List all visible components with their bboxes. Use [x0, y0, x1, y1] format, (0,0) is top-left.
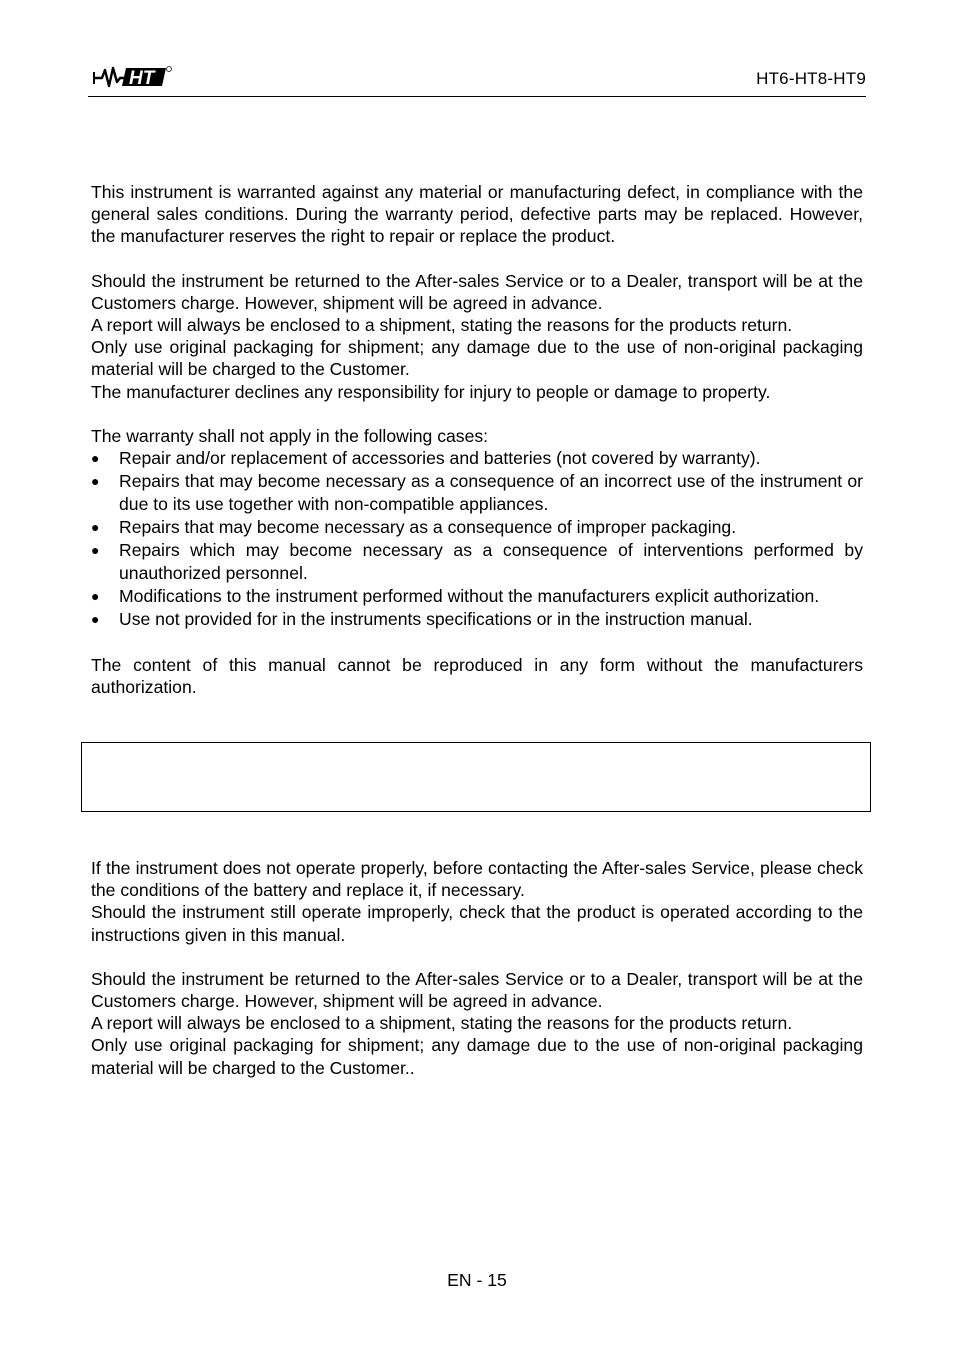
- bullet-icon: ●: [91, 450, 100, 467]
- service-section: [91, 857, 863, 1079]
- exclusions-list: [91, 447, 863, 631]
- bullet-icon: ●: [91, 588, 100, 604]
- return-transport-paragraph: Should the instrument be returned to the After-sales Service or to a Dealer, transport will be at the Customers charge. However, shipment will be agreed in advance.: [91, 270, 863, 313]
- report-paragraph: A report will always be enclosed to a shipment, stating the reasons for the products return.: [91, 315, 793, 336]
- list-item: ● Use not provided for in the instruments specifications or in the instruction manual.: [91, 609, 753, 630]
- list-item: ● Modifications to the instrument performed without the manufacturers explicit authorization.: [91, 586, 820, 606]
- page-header: [88, 60, 866, 97]
- bullet-icon: ●: [91, 542, 100, 559]
- section-heading-box: [81, 742, 871, 812]
- copyright-paragraph: The content of this manual cannot be reproduced in any form without the manufacturers authorization.: [91, 654, 863, 697]
- list-item: ● Repairs which may become necessary as a consequence of interventions performed by unauthorized personnel.: [91, 540, 863, 583]
- logo-lettering: HT: [129, 68, 155, 89]
- return-transport-paragraph: Should the instrument be returned to the After-sales Service or to a Dealer, transport will be at the Customers charge. However, shipment will be agreed in advance.: [91, 968, 863, 1012]
- liability-paragraph: The manufacturer declines any responsibility for injury to people or damage to property.: [91, 381, 771, 402]
- bullet-icon: ●: [91, 473, 100, 490]
- packaging-paragraph: Only use original packaging for shipment; any damage due to the use of non-original packaging material will be charged to the Customer..: [91, 1035, 863, 1078]
- ht-logo: [92, 62, 172, 90]
- list-item: ● Repairs that may become necessary as a consequence of an incorrect use of the instrument or due to its use together with non-compatible appliances.: [91, 471, 863, 514]
- warranty-paragraph: This instrument is warranted against any material or manufacturing defect, in compliance with the general sales conditions. During the warranty period, defective parts may be replaced. However, the manufacturer reserves the right to repair or replace the product.: [91, 182, 863, 247]
- bullet-icon: ●: [91, 519, 100, 536]
- list-item: ● Repair and/or replacement of accessories and batteries (not covered by warranty).: [91, 448, 761, 469]
- bullet-icon: ●: [91, 611, 100, 628]
- exclusions-intro: The warranty shall not apply in the following cases:: [91, 425, 489, 446]
- packaging-paragraph: Only use original packaging for shipment; any damage due to the use of non-original packaging material will be charged to the Customer.: [91, 337, 863, 380]
- model-label: HT6-HT8-HT9: [756, 69, 866, 88]
- battery-check-paragraph: If the instrument does not operate properly, before contacting the After-sales Service, please check the conditions of the battery and replace it, if necessary.: [91, 858, 863, 901]
- warranty-section: [91, 181, 863, 698]
- instructions-check-paragraph: Should the instrument still operate improperly, check that the product is operated according to the instructions given in this manual.: [91, 902, 863, 945]
- list-item: ● Repairs that may become necessary as a consequence of improper packaging.: [91, 517, 737, 538]
- page-number: EN - 15: [447, 1270, 507, 1290]
- report-paragraph: A report will always be enclosed to a shipment, stating the reasons for the products return.: [91, 1013, 793, 1034]
